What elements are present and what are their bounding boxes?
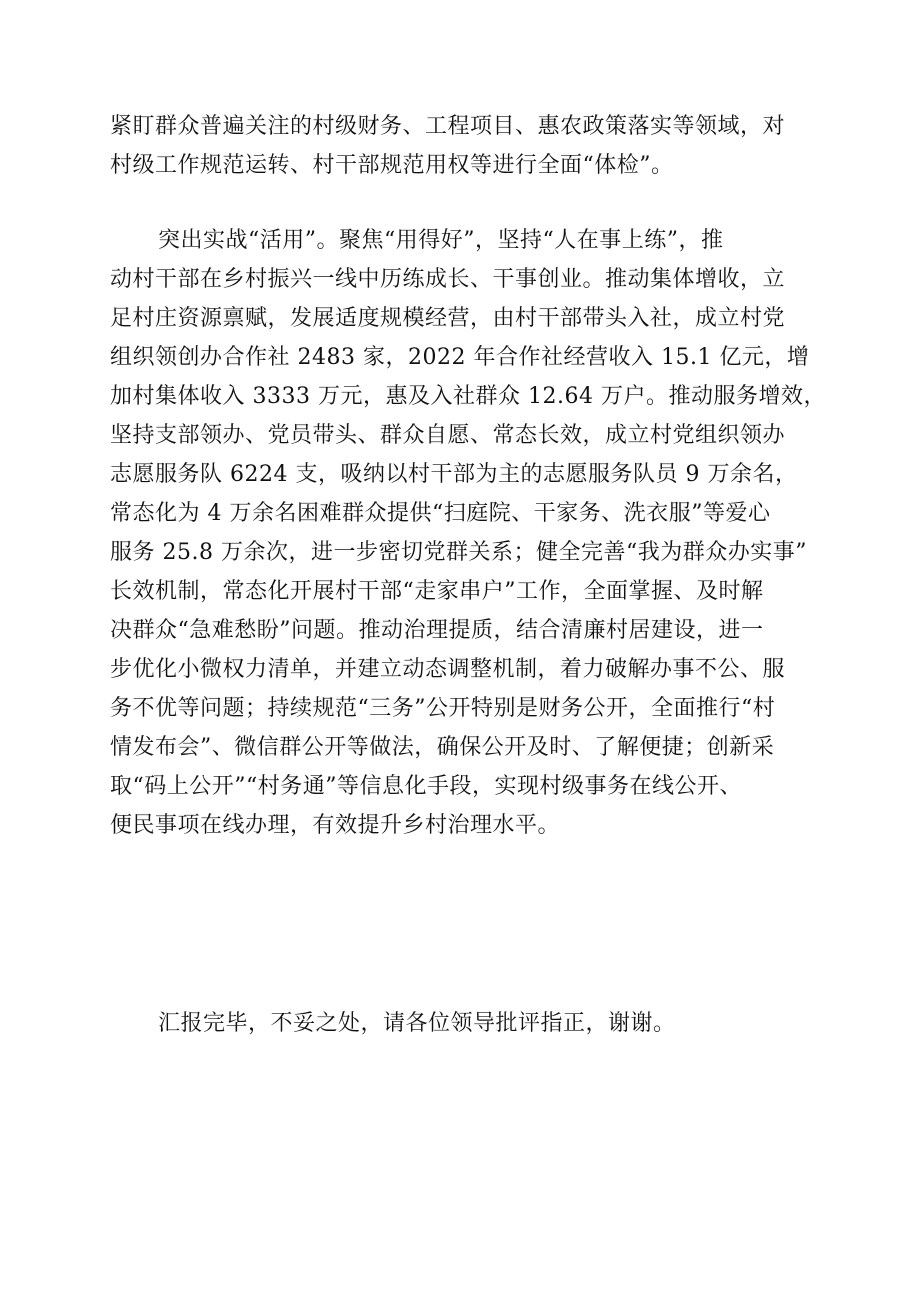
text-line: 组织领创办合作社 2483 家，2022 年合作社经营收入 15.1 亿元，增: [110, 345, 810, 370]
text-line: 步优化小微权力清单，并建立动态调整机制，着力破解办事不公、服: [110, 657, 786, 682]
paragraph-oversight-continued: [110, 107, 830, 185]
text-line: 便民事项在线办理，有效提升乡村治理水平。: [110, 813, 561, 838]
text-line: 足村庄资源禀赋，发展适度规模经营，由村干部带头入社，成立村党: [110, 306, 786, 331]
text-line: 情发布会”、微信群公开等做法，确保公开及时、了解便捷；创新采: [110, 735, 775, 760]
text-line: 加村集体收入 3333 万元，惠及入社群众 12.64 万户。推动服务增效，: [110, 384, 826, 409]
text-line: 紧盯群众普遍关注的村级财务、工程项目、惠农政策落实等领域，对: [110, 114, 786, 139]
text-line: 汇报完毕，不妥之处，请各位领导批评指正，谢谢。: [158, 1011, 676, 1036]
text-line: 动村干部在乡村振兴一线中历练成长、干事创业。推动集体增收，立: [110, 267, 786, 292]
text-line: 常态化为 4 万余名困难群众提供“扫庭院、干家务、洗衣服”等爱心: [110, 501, 771, 526]
text-line: 务不优等问题；持续规范“三务”公开特别是财务公开，全面推行“村: [110, 696, 776, 721]
text-line: 长效机制，常态化开展村干部“走家串户”工作，全面掌握、及时解: [110, 579, 764, 604]
paragraph-practical-use: [110, 221, 830, 845]
text-line: 决群众“急难愁盼”问题。推动治理提质，结合清廉村居建设，进一: [110, 618, 764, 643]
text-line: 突出实战“活用”。聚焦“用得好”，坚持“人在事上练”，推: [158, 228, 724, 253]
text-line: 坚持支部领办、党员带头、群众自愿、常态长效，成立村党组织领办: [110, 423, 786, 448]
text-line: 志愿服务队 6224 支，吸纳以村干部为主的志愿服务队员 9 万余名，: [110, 462, 798, 487]
paragraph-closing: [110, 1004, 830, 1043]
text-line: 村级工作规范运转、村干部规范用权等进行全面“体检”。: [110, 153, 674, 178]
text-line: 取“码上公开”“村务通”等信息化手段，实现村级事务在线公开、: [110, 774, 742, 799]
text-line: 服务 25.8 万余次，进一步密切党群关系；健全完善“我为群众办实事”: [110, 540, 807, 565]
